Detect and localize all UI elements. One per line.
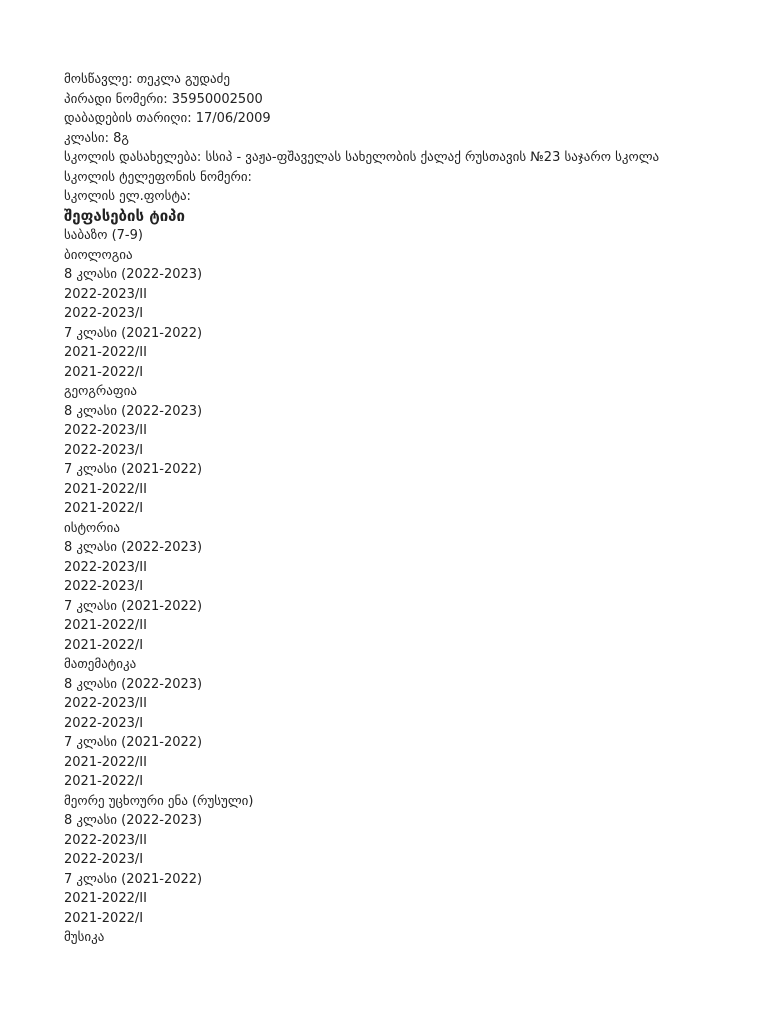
personal-id: პირადი ნომერი: 35950002500 — [64, 91, 263, 107]
education-level: საბაზო (7-9) — [64, 228, 143, 243]
school-year-label: 8 კლასი (2022-2023) — [64, 676, 203, 692]
subject-name: მუსიკა — [64, 930, 105, 945]
semester-label: 2022-2023/I — [64, 715, 144, 731]
school-name: სკოლის დასახელება: სსიპ - ვაჟა-ფშაველას სახელობის ქალაქ რუსთავის №23 საჯარო სკოლა — [64, 150, 660, 165]
school-year-label: 8 კლასი (2022-2023) — [64, 540, 203, 555]
semester-label: 2021-2022/I — [64, 637, 144, 653]
subject-name: ისტორია — [64, 520, 120, 536]
semester-label: 2021-2022/II — [64, 618, 147, 633]
semester-label: 2022-2023/I — [64, 852, 144, 867]
school-year-label: 7 კლასი (2021-2022) — [64, 871, 203, 887]
semester-label: 2022-2023/I — [64, 579, 144, 594]
birth-date: დაბადების თარიღი: 17/06/2009 — [64, 111, 271, 126]
assessment-type-heading: შეფასების ტიპი — [64, 206, 185, 225]
semester-label: 2021-2022/II — [64, 481, 147, 497]
semester-label: 2022-2023/II — [64, 559, 147, 575]
semester-label: 2022-2023/II — [64, 423, 147, 438]
document-page — [64, 70, 744, 948]
semester-label: 2021-2022/I — [64, 501, 144, 516]
semester-label: 2021-2022/I — [64, 910, 144, 926]
subject-name: მათემატიკა — [64, 657, 137, 672]
school-year-label: 8 კლასი (2022-2023) — [64, 813, 203, 828]
school-email: სკოლის ელ.ფოსტა: — [64, 189, 191, 204]
semester-label: 2021-2022/II — [64, 754, 147, 770]
subject-name: ბიოლოგია — [64, 247, 133, 263]
subject-name: გეოგრაფია — [64, 384, 137, 399]
school-year-label: 8 კლასი (2022-2023) — [64, 267, 203, 282]
school-year-label: 7 კლასი (2021-2022) — [64, 598, 203, 614]
school-phone: სკოლის ტელეფონის ნომერი: — [64, 169, 252, 185]
school-year-label: 7 კლასი (2021-2022) — [64, 735, 203, 750]
semester-label: 2022-2023/II — [64, 696, 147, 711]
school-year-label: 7 კლასი (2021-2022) — [64, 462, 203, 477]
subject-name: მეორე უცხოური ენა (რუსული) — [64, 793, 254, 809]
student-name: მოსწავლე: თეკლა გუდაძე — [64, 72, 230, 87]
semester-label: 2021-2022/I — [64, 364, 144, 380]
school-year-label: 8 კლასი (2022-2023) — [64, 403, 203, 419]
student-class: კლასი: 8გ — [64, 130, 129, 146]
semester-label: 2021-2022/II — [64, 345, 147, 360]
semester-label: 2022-2023/I — [64, 442, 144, 458]
subject-list — [64, 246, 744, 948]
semester-label: 2021-2022/II — [64, 891, 147, 906]
semester-label: 2022-2023/II — [64, 832, 147, 848]
school-year-label: 7 კლასი (2021-2022) — [64, 325, 203, 341]
semester-label: 2021-2022/I — [64, 774, 144, 789]
semester-label: 2022-2023/II — [64, 286, 147, 302]
semester-label: 2022-2023/I — [64, 306, 144, 321]
